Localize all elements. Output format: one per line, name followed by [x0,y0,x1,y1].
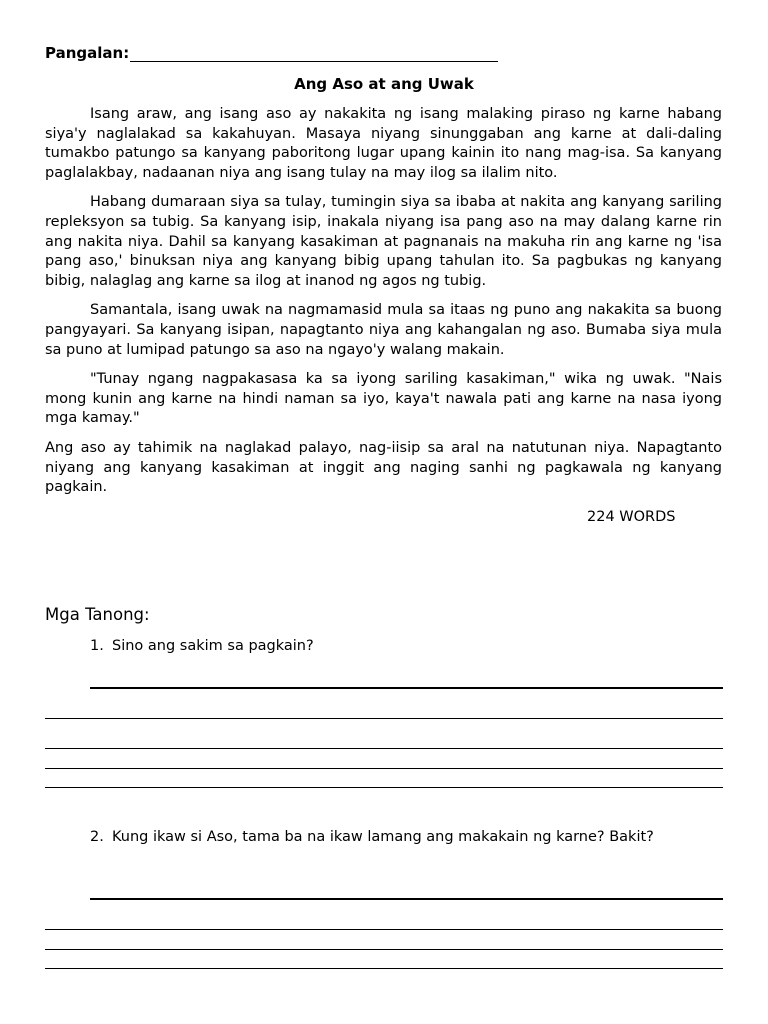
answer-line[interactable] [90,687,723,689]
worksheet-page [45,0,723,1024]
answer-line[interactable] [45,929,723,930]
word-count: 224 WORDS [587,509,676,525]
answer-line[interactable] [45,787,723,788]
story-paragraph: Habang dumaraan siya sa tulay, tumingin siya sa ibaba at nakita ang kanyang sariling repleksyon sa tubig. Sa kanyang isip, inakala niyang isa pang aso na may dalang karne rin ang nakita niya. Dahil sa kanyang kasakiman at pagnanais na makuha rin ang karne ng 'isa pang aso,' binuksan niya ang kanyang bibig upang tahulan ito. Sa pagbukas ng kanyang bibig, nalaglag ang karne sa ilog at inanod ng agos ng tubig. [45,194,722,289]
story-title: Ang Aso at ang Uwak [294,75,474,93]
answer-line[interactable] [90,898,723,900]
question-2 [90,829,654,845]
question-1 [90,638,314,654]
answer-line[interactable] [45,768,723,769]
question-text: Sino ang sakim sa pagkain? [112,638,314,654]
questions-heading: Mga Tanong: [45,605,150,624]
story-paragraph: Ang aso ay tahimik na naglakad palayo, nag-iisip sa aral na natutunan niya. Napagtanto niyang ang kanyang kasakiman at inggit ang naging sanhi ng pagkawala ng kanyang pagkain. [45,439,722,496]
story-paragraph: Isang araw, ang isang aso ay nakakita ng isang malaking piraso ng karne habang siya'y naglalakad sa kakahuyan. Masaya niyang sinunggaban ang karne at dali-daling tumakbo patungo sa kanyang paboritong lugar upang kainin ito nang mag-isa. Sa kanyang paglalakbay, nadaanan niya ang isang tulay na may ilog sa ilalim nito. [45,106,722,181]
question-text: Kung ikaw si Aso, tama ba na ikaw lamang ang makakain ng karne? Bakit? [112,829,654,845]
name-label: Pangalan: [45,44,130,62]
story-paragraph: Samantala, isang uwak na nagmamasid mula sa itaas ng puno ang nakakita sa buong pangyayari. Sa kanyang isipan, napagtanto niya ang kahangalan ng aso. Bumaba siya mula sa puno at lumipad patungo sa aso na ngayo'y walang makain. [45,302,722,358]
answer-line[interactable] [45,968,723,969]
name-row [45,44,498,62]
story-body [45,105,722,508]
question-number: 2. [90,829,104,845]
name-blank-line[interactable] [130,44,498,62]
answer-line[interactable] [45,949,723,950]
story-paragraph: "Tunay ngang nagpakasasa ka sa iyong sariling kasakiman," wika ng uwak. "Nais mong kunin ang karne na hindi naman sa iyo, kaya't nawala pati ang karne na nasa iyong mga kamay." [45,371,722,427]
question-number: 1. [90,638,104,654]
answer-line[interactable] [45,748,723,749]
answer-line[interactable] [45,718,723,719]
